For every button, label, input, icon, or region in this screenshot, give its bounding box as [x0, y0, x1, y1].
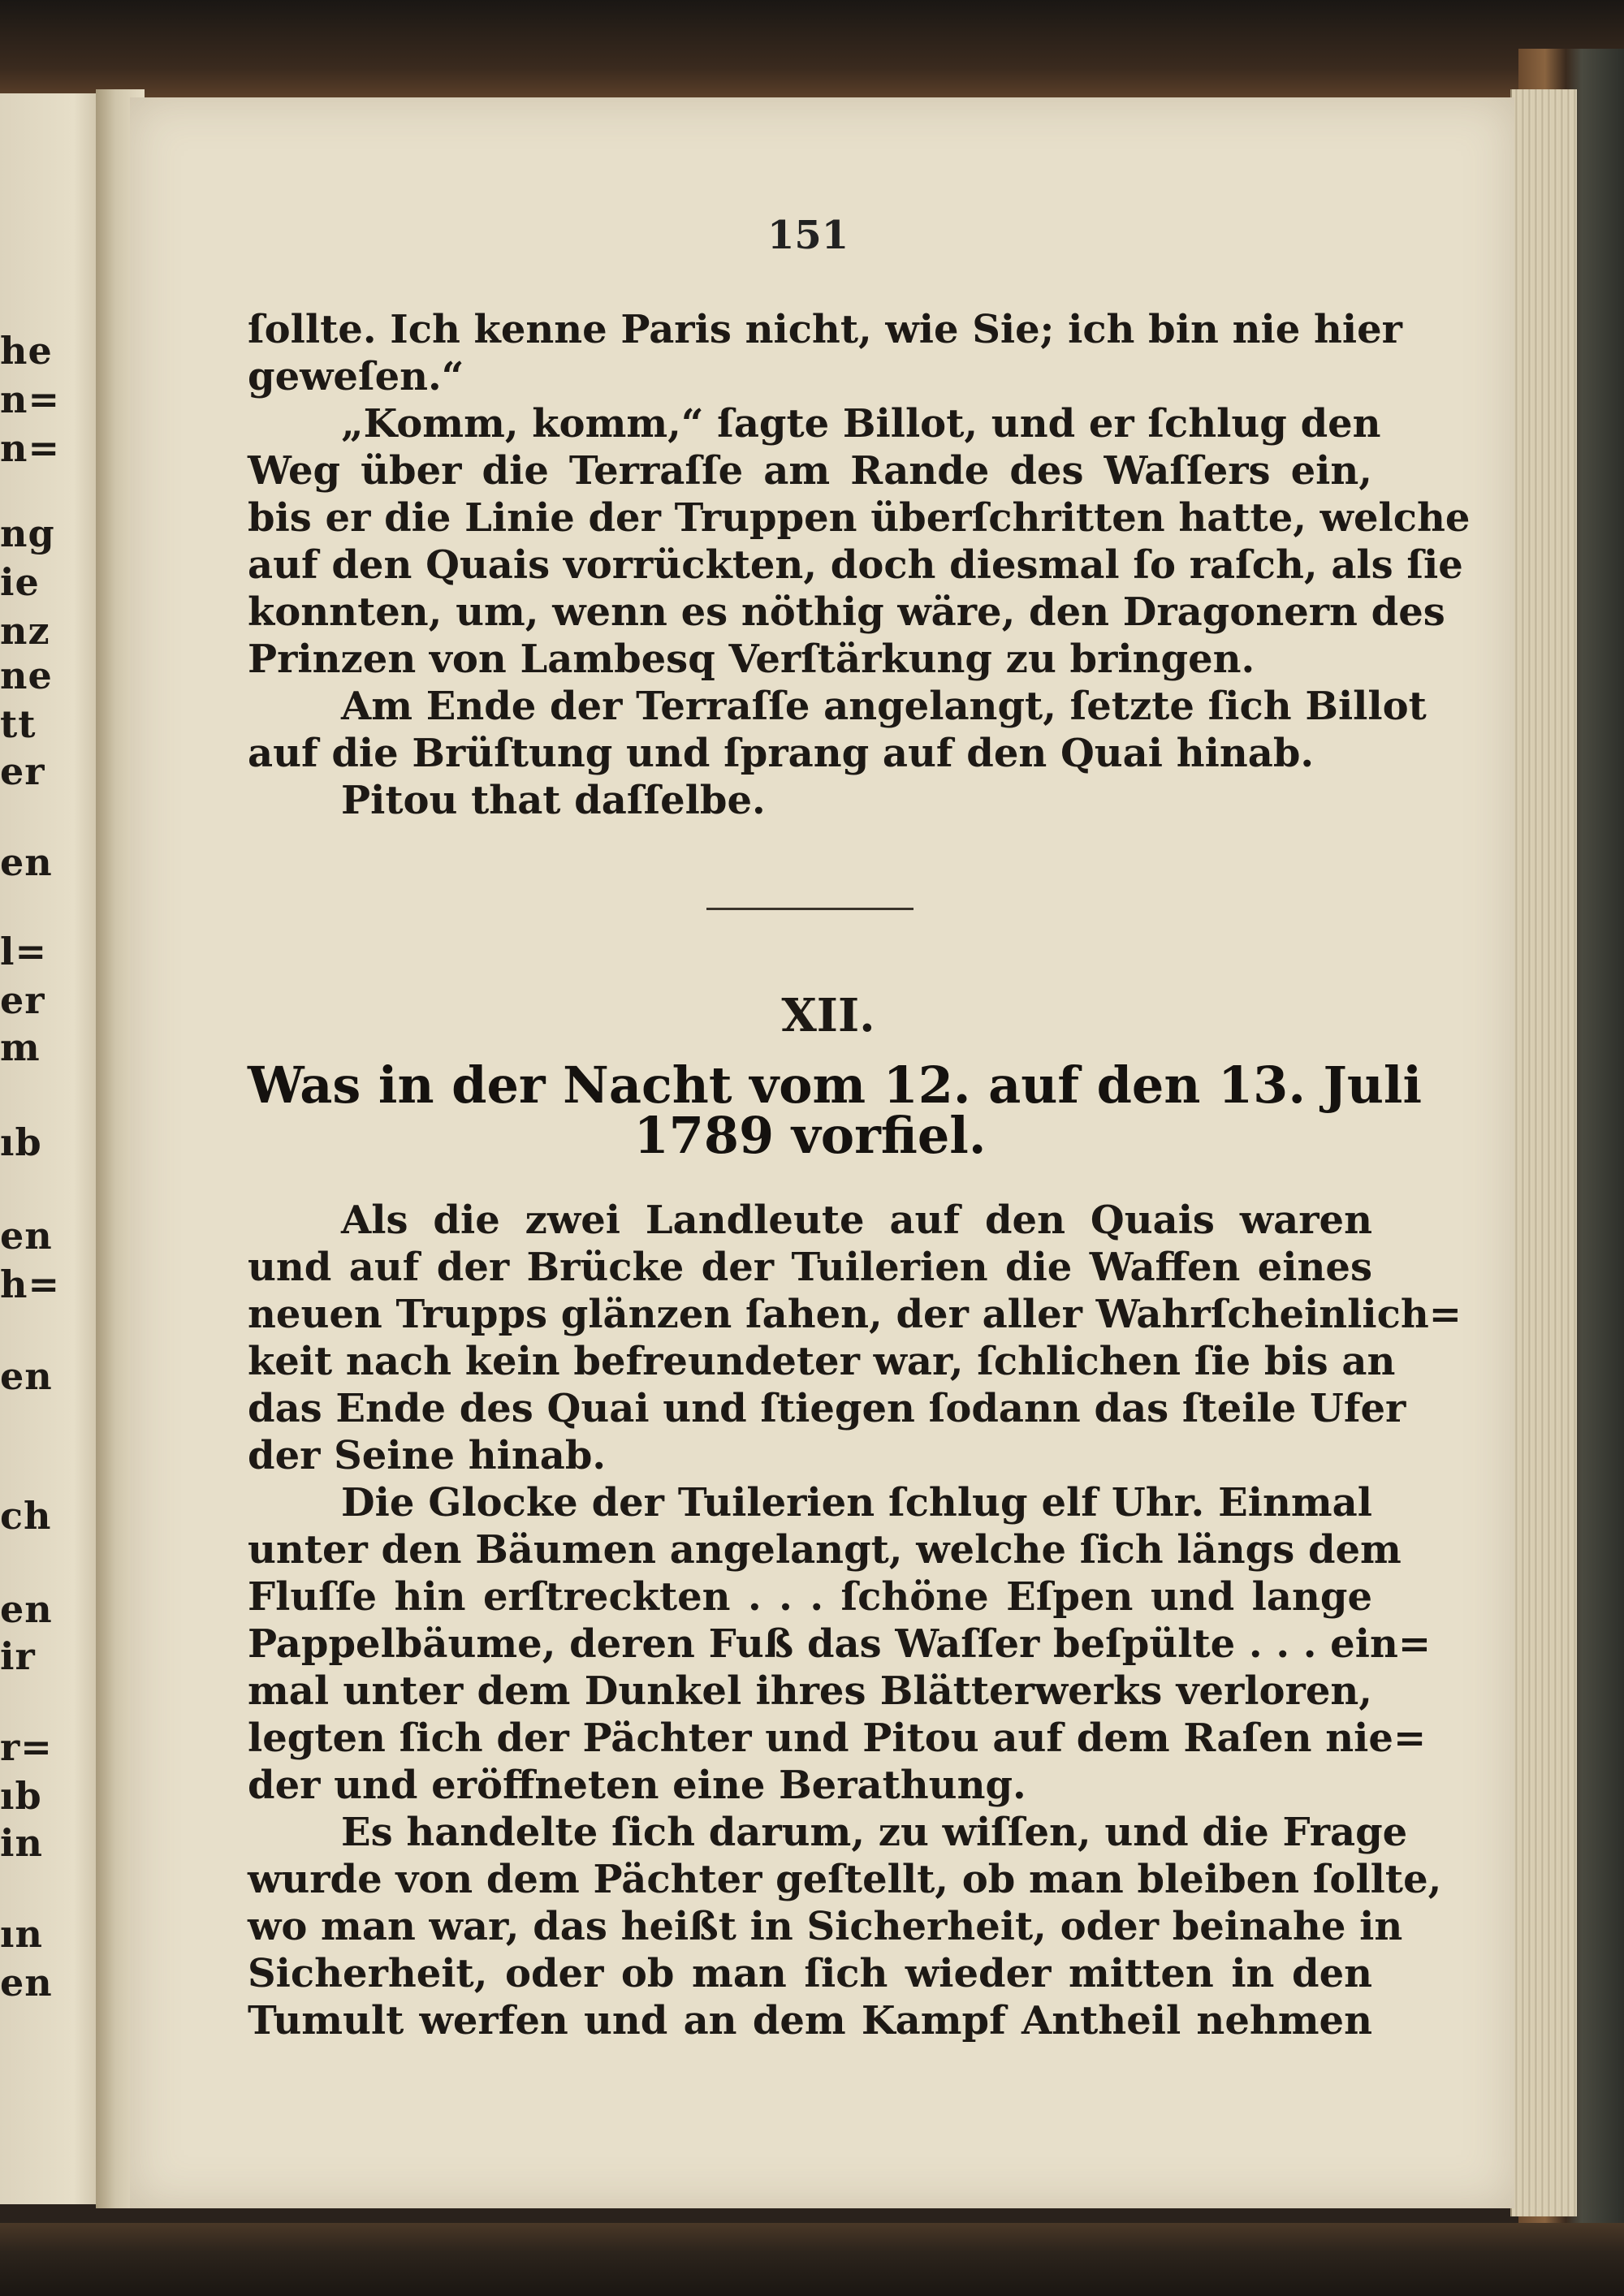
- text-line: neuen Trupps glänzen ſahen, der aller Wahrſcheinlich=: [248, 1292, 1462, 1337]
- text-line: Es handelte ſich darum, zu wiſſen, und die Frage: [341, 1810, 1408, 1855]
- chapter-title-continued: 1789 vorfiel.: [633, 1106, 987, 1165]
- left-page-fragment: h=: [0, 1262, 60, 1306]
- text-line: Prinzen von Lambesq Verſtärkung zu bringen.: [248, 637, 1255, 682]
- left-page-fragment: n=: [0, 426, 60, 470]
- left-page-fragment: ıb: [0, 1120, 42, 1164]
- left-page-fragment: en: [0, 1214, 53, 1258]
- left-page: [0, 93, 106, 2204]
- text-line: Pappelbäume, deren Fuß das Waſſer beſpülte . . . ein=: [248, 1621, 1432, 1667]
- text-line: Am Ende der Terraſſe angelangt, ſetzte ſich Billot: [341, 684, 1427, 729]
- left-page-fragment: ın: [0, 1912, 43, 1956]
- left-page-fragment: en: [0, 840, 53, 884]
- left-page-fragment: en: [0, 1587, 53, 1631]
- left-page-fragment: ir: [0, 1634, 36, 1678]
- text-line: „Komm, komm,“ ſagte Billot, und er ſchlug den: [341, 401, 1381, 447]
- section-divider: [706, 908, 914, 910]
- left-page-fragment: tt: [0, 702, 37, 746]
- left-page-fragment: ne: [0, 654, 53, 697]
- chapter-title: Was in der Nacht vom 12. auf den 13. Juli: [248, 1055, 1423, 1115]
- left-page-fragment: en: [0, 1961, 53, 2005]
- left-page-fragment: r=: [0, 1725, 53, 1769]
- text-line: Die Glocke der Tuilerien ſchlug elf Uhr. Einmal: [341, 1480, 1372, 1526]
- text-line: bis er die Linie der Truppen überſchritten hatte, welche: [248, 495, 1471, 541]
- text-line: der und eröffneten eine Berathung.: [248, 1763, 1026, 1808]
- text-line: wurde von dem Pächter geſtellt, ob man bleiben ſollte,: [248, 1857, 1442, 1902]
- book-cover-bottom: [0, 2223, 1624, 2296]
- left-page-fragment: er: [0, 978, 45, 1022]
- text-line: auf die Brüſtung und ſprang auf den Quai hinab.: [248, 731, 1315, 776]
- text-line: auf den Quais vorrückten, doch diesmal ſo raſch, als ſie: [248, 542, 1463, 588]
- left-page-fragment: en: [0, 1354, 53, 1398]
- text-line: der Seine hinab.: [248, 1433, 607, 1478]
- left-page-fragment: in: [0, 1821, 43, 1865]
- text-line: geweſen.“: [248, 354, 464, 399]
- book-cover-top: [0, 0, 1624, 97]
- text-line: legten ſich der Pächter und Pitou auf dem Raſen nie=: [248, 1716, 1427, 1761]
- left-page-fragment: ıb: [0, 1774, 42, 1818]
- page-number: 151: [767, 213, 849, 258]
- text-line: konnten, um, wenn es nöthig wäre, den Dragonern des: [248, 589, 1445, 635]
- text-line: unter den Bäumen angelangt, welche ſich längs dem: [248, 1527, 1402, 1573]
- text-line: Sicherheit, oder ob man ſich wieder mitten in den: [248, 1951, 1372, 1996]
- text-line: Weg über die Terraſſe am Rande des Waſſers ein,: [248, 448, 1372, 494]
- text-line: das Ende des Quai und ſtiegen ſodann das ſteile Ufer: [248, 1386, 1406, 1431]
- left-page-fragment: ie: [0, 560, 40, 604]
- text-line: Tumult werfen und an dem Kampf Antheil nehmen: [248, 1998, 1372, 2044]
- left-page-fragment: nz: [0, 609, 50, 653]
- left-page-fragment: m: [0, 1025, 41, 1069]
- text-line: mal unter dem Dunkel ihres Blätterwerks verloren,: [248, 1668, 1372, 1714]
- text-line: und auf der Brücke der Tuilerien die Waffen eines: [248, 1245, 1372, 1290]
- left-page-fragment: er: [0, 749, 45, 793]
- text-line: keit nach kein befreundeter war, ſchlichen ſie bis an: [248, 1339, 1396, 1384]
- page-edges: [1510, 89, 1577, 2216]
- text-line: Als die zwei Landleute auf den Quais waren: [341, 1198, 1372, 1243]
- left-page-fragment: n=: [0, 378, 60, 421]
- left-page-fragment: l=: [0, 930, 48, 973]
- left-page-fragment: he: [0, 329, 53, 373]
- text-line: Fluſſe hin erſtreckten . . . ſchöne Eſpen und lange: [248, 1574, 1372, 1620]
- text-line: wo man war, das heißt in Sicherheit, oder beinahe in: [248, 1904, 1403, 1949]
- left-page-fragment: ch: [0, 1494, 52, 1538]
- chapter-number: XII.: [781, 989, 875, 1042]
- text-line: Pitou that daſſelbe.: [341, 778, 766, 823]
- text-line: ſollte. Ich kenne Paris nicht, wie Sie; ich bin nie hier: [248, 307, 1402, 352]
- left-page-fragment: ng: [0, 511, 55, 555]
